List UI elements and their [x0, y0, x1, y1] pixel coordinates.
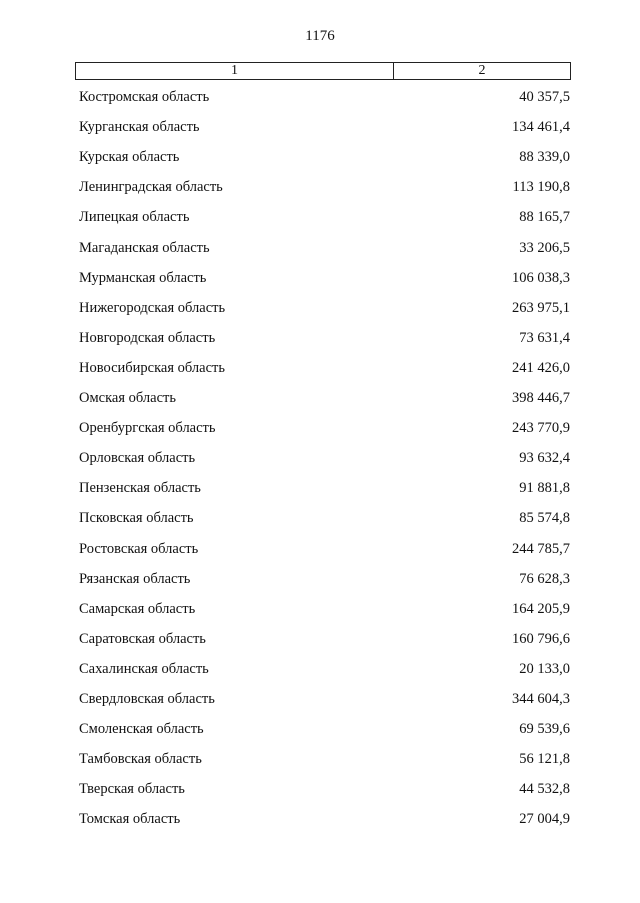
- region-name: Тверская область: [79, 781, 185, 798]
- table-row: [0, 507, 640, 529]
- table-row: [0, 808, 640, 830]
- table-row: [0, 176, 640, 198]
- region-value: 88 165,7: [519, 209, 570, 226]
- table-row: [0, 357, 640, 379]
- table-row: [0, 237, 640, 259]
- region-name: Самарская область: [79, 600, 196, 617]
- table-row: [0, 538, 640, 560]
- region-name: Саратовская область: [79, 630, 206, 647]
- region-name: Нижегородская область: [79, 299, 226, 316]
- region-value: 244 785,7: [512, 540, 570, 557]
- region-name: Оренбургская область: [79, 420, 216, 437]
- table-row: [0, 688, 640, 710]
- region-value: 106 038,3: [512, 269, 570, 286]
- region-name: Орловская область: [79, 450, 196, 467]
- region-value: 241 426,0: [512, 359, 570, 376]
- region-name: Новгородская область: [79, 329, 216, 346]
- region-value: 44 532,8: [519, 781, 570, 798]
- table-row: [0, 447, 640, 469]
- region-value: 40 357,5: [519, 89, 570, 105]
- region-value: 160 796,6: [512, 630, 570, 647]
- region-value: 134 461,4: [512, 119, 570, 136]
- region-value: 20 133,0: [519, 660, 570, 677]
- table-header: [75, 62, 571, 80]
- region-value: 85 574,8: [519, 510, 570, 527]
- page-number: 1176: [305, 28, 335, 44]
- table-row: [0, 146, 640, 168]
- region-value: 88 339,0: [519, 149, 570, 166]
- table-row: [0, 116, 640, 138]
- region-name: Омская область: [79, 390, 176, 406]
- region-name: Новосибирская область: [79, 359, 225, 376]
- region-name: Рязанская область: [79, 570, 191, 587]
- region-name: Курганская область: [79, 119, 200, 136]
- table-row: [0, 628, 640, 650]
- region-value: 263 975,1: [512, 299, 570, 316]
- region-name: Мурманская область: [79, 269, 207, 286]
- table-row: [0, 297, 640, 319]
- table-row: [0, 327, 640, 349]
- column-header-2: 2: [478, 63, 486, 78]
- region-value: 243 770,9: [512, 420, 570, 437]
- region-name: Липецкая область: [79, 209, 190, 226]
- table-row: [0, 477, 640, 499]
- region-value: 91 881,8: [519, 480, 570, 497]
- region-value: 76 628,3: [519, 570, 570, 587]
- region-name: Магаданская область: [79, 239, 210, 256]
- table-row: [0, 417, 640, 439]
- region-value: 164 205,9: [512, 600, 570, 617]
- table-row: [0, 658, 640, 680]
- table-row: [0, 267, 640, 289]
- region-name: Ленинградская область: [79, 179, 223, 196]
- region-value: 27 004,9: [519, 811, 570, 828]
- region-value: 93 632,4: [519, 450, 570, 467]
- region-value: 56 121,8: [519, 751, 570, 768]
- table-row: [0, 387, 640, 409]
- region-value: 344 604,3: [512, 691, 570, 707]
- region-name: Томская область: [79, 811, 181, 828]
- region-value: 113 190,8: [512, 179, 570, 196]
- region-value: 398 446,7: [512, 390, 570, 406]
- region-name: Смоленская область: [79, 721, 204, 738]
- region-name: Костромская область: [79, 89, 210, 105]
- region-name: Ростовская область: [79, 540, 199, 557]
- table-row: [0, 778, 640, 800]
- region-value: 33 206,5: [519, 239, 570, 256]
- table-row: [0, 86, 640, 108]
- region-name: Псковская область: [79, 510, 194, 527]
- region-name: Курская область: [79, 149, 180, 166]
- region-name: Сахалинская область: [79, 660, 209, 677]
- table-row: [0, 568, 640, 590]
- table-row: [0, 748, 640, 770]
- region-name: Пензенская область: [79, 480, 201, 497]
- region-value: 73 631,4: [519, 329, 570, 346]
- table-row: [0, 718, 640, 740]
- table-row: [0, 206, 640, 228]
- region-value: 69 539,6: [519, 721, 570, 738]
- table-row: [0, 598, 640, 620]
- column-header-1: 1: [76, 63, 394, 79]
- region-name: Свердловская область: [79, 691, 215, 707]
- region-name: Тамбовская область: [79, 751, 202, 768]
